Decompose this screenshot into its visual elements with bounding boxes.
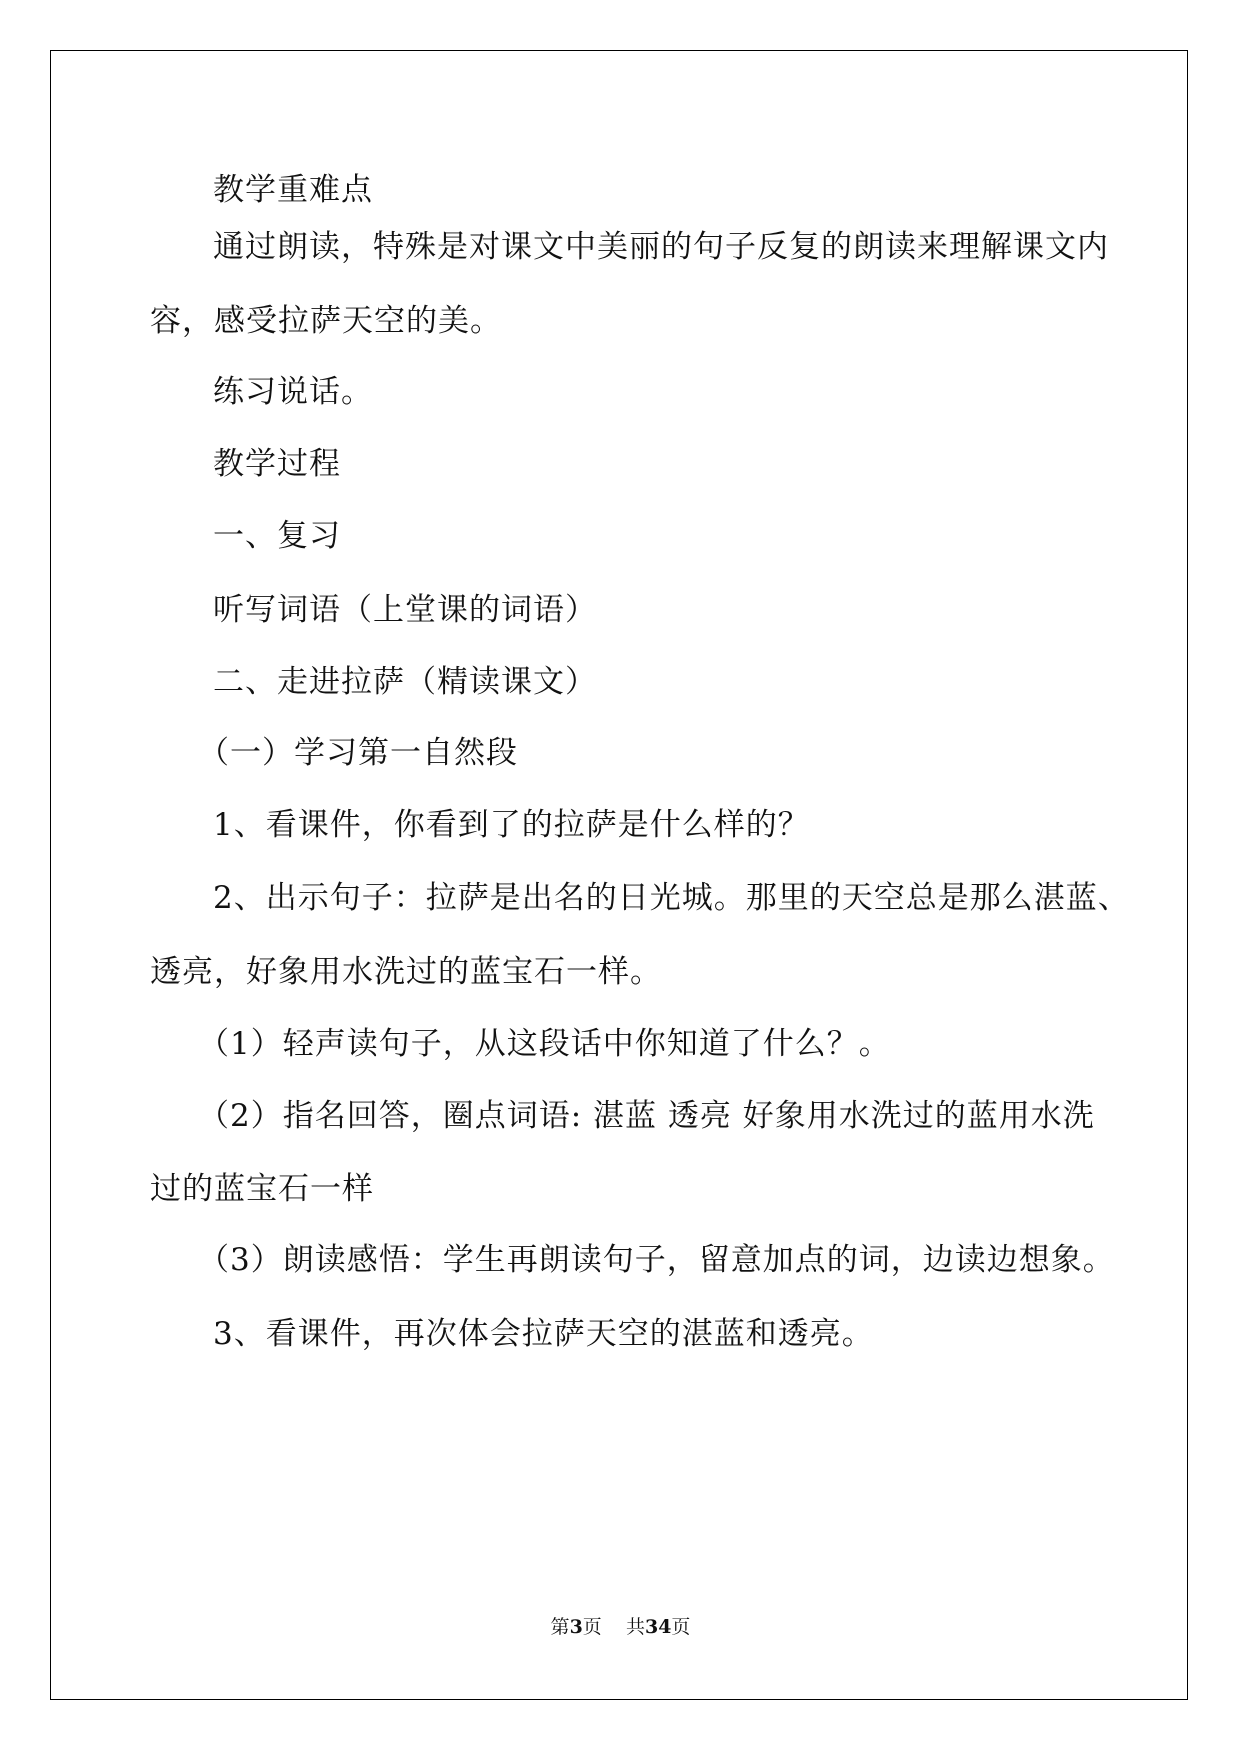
list-item: 3、看课件，再次体会拉萨天空的湛蓝和透亮。 [213, 1316, 874, 1352]
section-heading-review: 一、复习 [213, 518, 341, 554]
paragraph-line: 透亮，好象用水洗过的蓝宝石一样。 [150, 954, 662, 990]
paragraph-line: 过的蓝宝石一样 [150, 1171, 374, 1207]
list-item: 2、出示句子：拉萨是出名的日光城。那里的天空总是那么湛蓝、 [213, 880, 1130, 916]
paragraph-line: 容，感受拉萨天空的美。 [150, 303, 502, 339]
subsection-heading: （一）学习第一自然段 [198, 735, 518, 771]
list-item: 1、看课件，你看到了的拉萨是什么样的？ [213, 807, 810, 843]
list-item: （1）轻声读句子，从这段话中你知道了什么？。 [198, 1026, 891, 1062]
section-heading-lhasa: 二、走进拉萨（精读课文） [213, 664, 597, 700]
paragraph-line: 听写词语（上堂课的词语） [213, 592, 597, 628]
current-page-number: 3 [569, 1616, 583, 1638]
footer-prefix: 第 [550, 1616, 570, 1638]
list-item: （3）朗读感悟：学生再朗读句子，留意加点的词，边读边想象。 [198, 1242, 1115, 1278]
total-pages-number: 34 [644, 1616, 672, 1638]
paragraph-line: 通过朗读，特殊是对课文中美丽的句子反复的朗读来理解课文内 [213, 229, 1109, 265]
page-number-footer [0, 1612, 1241, 1639]
footer-suffix: 页 [671, 1616, 691, 1638]
footer-mid: 页 共 [582, 1616, 645, 1638]
heading-key-difficult-points: 教学重难点 [213, 172, 373, 208]
paragraph-line: 练习说话。 [213, 374, 373, 410]
page-border [50, 50, 1188, 1700]
heading-teaching-process: 教学过程 [213, 446, 341, 482]
list-item: （2）指名回答，圈点词语: 湛蓝 透亮 好象用水洗过的蓝用水洗 [198, 1098, 1095, 1134]
